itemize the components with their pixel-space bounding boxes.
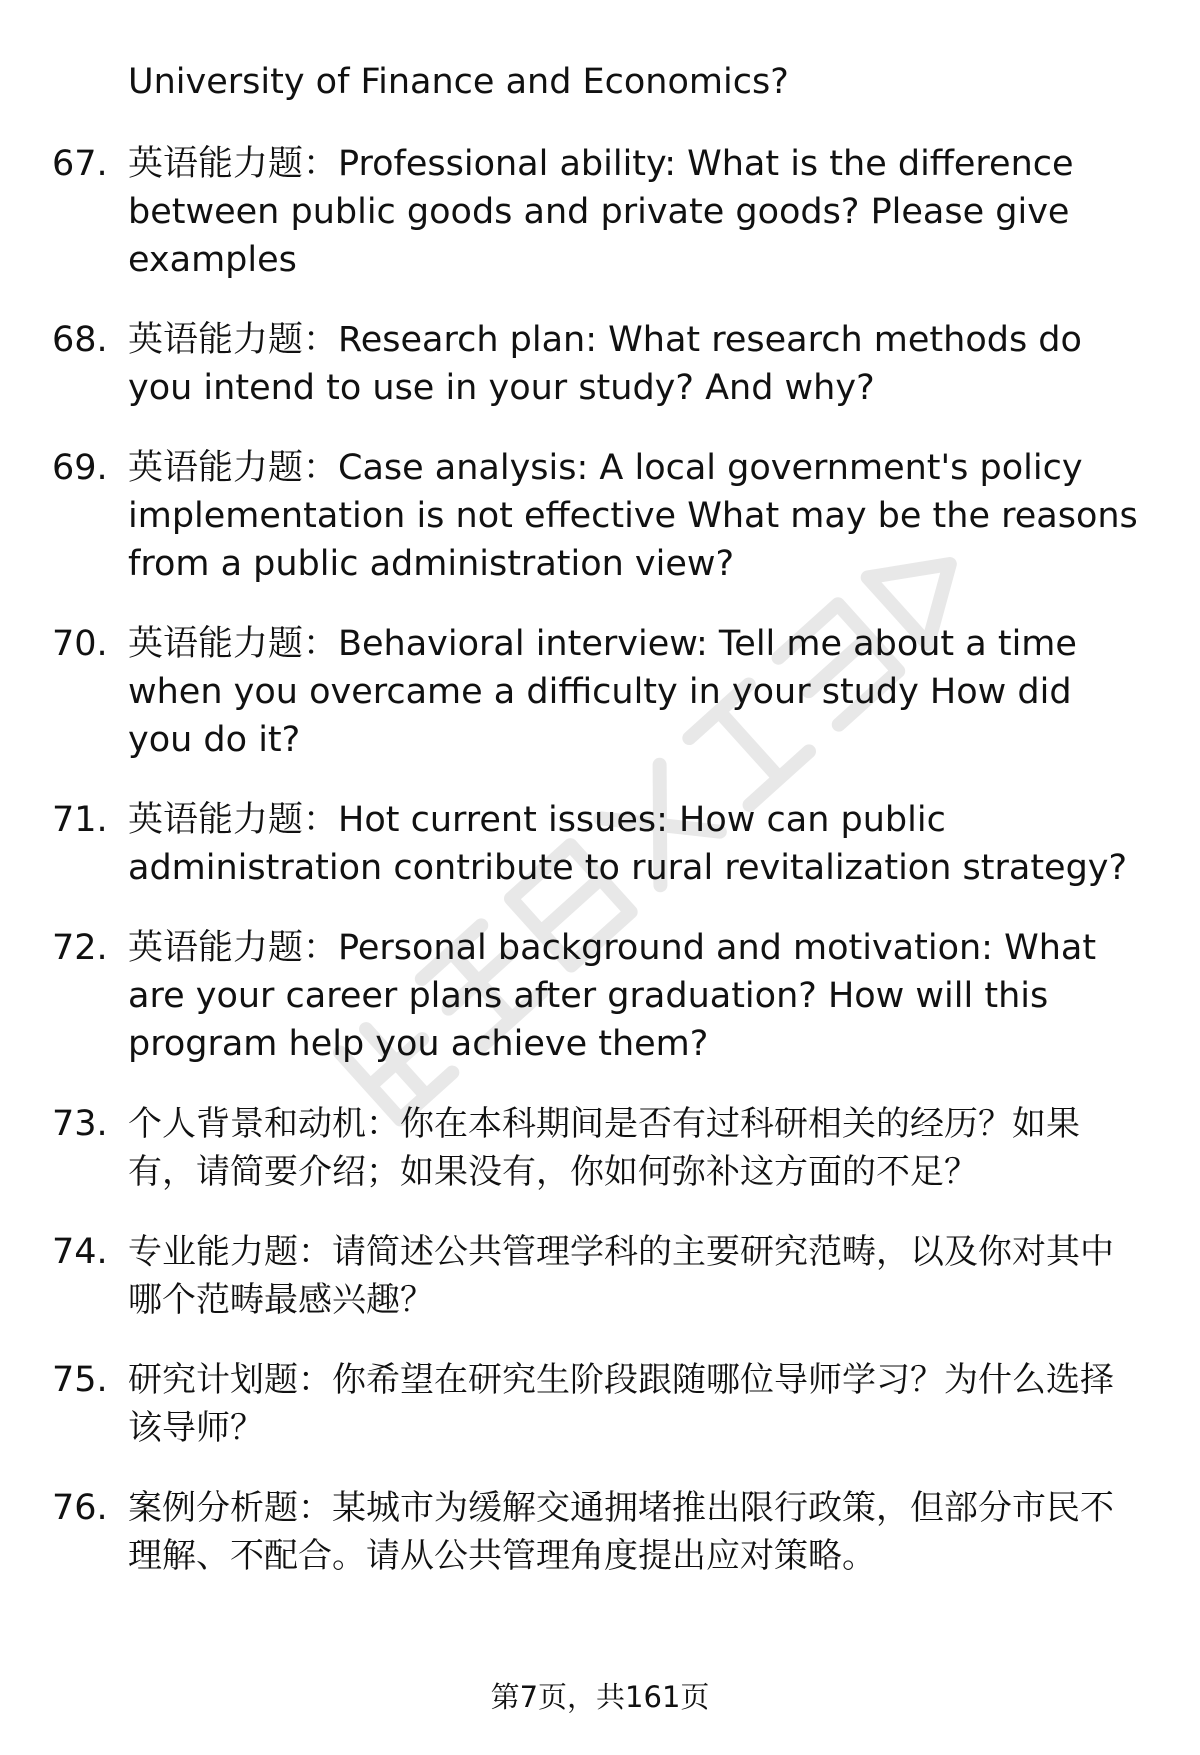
question-item bbox=[0, 444, 1200, 588]
question-text: 英语能力题：Personal background and motivation: What are your career plans after graduation? How will this program help you achieve them? bbox=[128, 928, 1097, 1064]
question-number: 67. bbox=[52, 144, 108, 184]
question-text: 专业能力题：请简述公共管理学科的主要研究范畴，以及你对其中哪个范畴最感兴趣？ bbox=[128, 1232, 1114, 1320]
question-item bbox=[0, 140, 1200, 284]
question-text: 个人背景和动机：你在本科期间是否有过科研相关的经历？如果有，请简要介绍；如果没有，你如何弥补这方面的不足？ bbox=[128, 1104, 1080, 1192]
question-list bbox=[0, 140, 1200, 1612]
question-text: 案例分析题：某城市为缓解交通拥堵推出限行政策，但部分市民不理解、不配合。请从公共管理角度提出应对策略。 bbox=[128, 1488, 1114, 1576]
page-footer: 第7页，共161页 bbox=[490, 1680, 710, 1714]
question-item bbox=[0, 1484, 1200, 1580]
question-text: 英语能力题：Case analysis: A local government's policy implementation is not effective What may be the reasons from a public administration view? bbox=[128, 448, 1138, 584]
question-number: 74. bbox=[52, 1232, 108, 1272]
question-text: 英语能力题：Professional ability: What is the difference between public goods and private goods? Please give examples bbox=[128, 144, 1074, 280]
question-number: 68. bbox=[52, 320, 108, 360]
question-number: 72. bbox=[52, 928, 108, 968]
question-text: 英语能力题：Hot current issues: How can public administration contribute to rural revitalization strategy? bbox=[128, 800, 1128, 888]
question-item bbox=[0, 924, 1200, 1068]
question-number: 75. bbox=[52, 1360, 108, 1400]
question-number: 73. bbox=[52, 1104, 108, 1144]
question-text: 英语能力题：Behavioral interview: Tell me about a time when you overcame a difficulty in your study How did you do it? bbox=[128, 624, 1077, 760]
question-number: 70. bbox=[52, 624, 108, 664]
question-item bbox=[0, 316, 1200, 412]
question-number: 76. bbox=[52, 1488, 108, 1528]
question-text: 研究计划题：你希望在研究生阶段跟随哪位导师学习？为什么选择该导师？ bbox=[128, 1360, 1114, 1448]
continued-question-text: University of Finance and Economics? bbox=[128, 62, 789, 102]
question-item bbox=[0, 1356, 1200, 1452]
question-number: 69. bbox=[52, 448, 108, 488]
question-number: 71. bbox=[52, 800, 108, 840]
question-item bbox=[0, 796, 1200, 892]
question-item bbox=[0, 620, 1200, 764]
question-text: 英语能力题：Research plan: What research methods do you intend to use in your study? And why? bbox=[128, 320, 1082, 408]
question-item bbox=[0, 1100, 1200, 1196]
question-item bbox=[0, 1228, 1200, 1324]
